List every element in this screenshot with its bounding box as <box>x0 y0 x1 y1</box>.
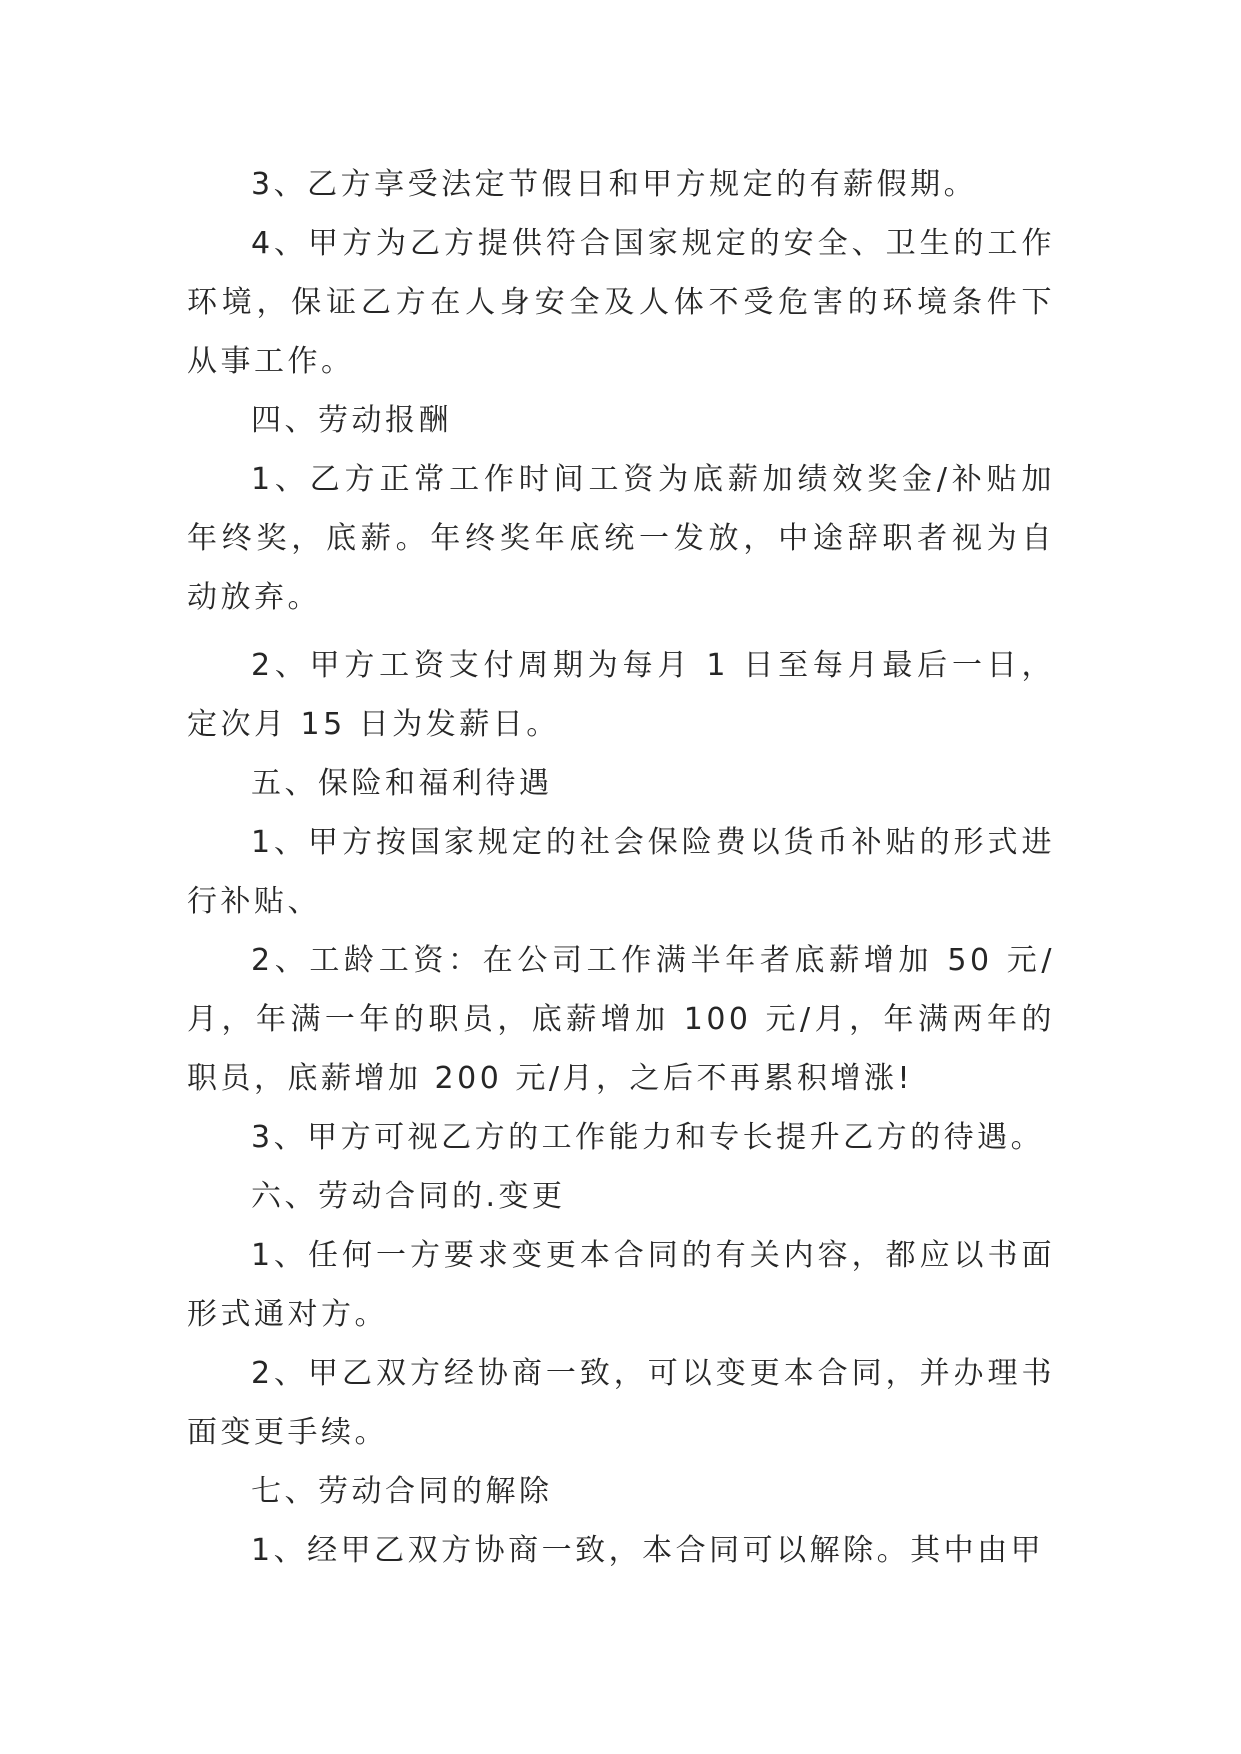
clause-1-termination: 1、经甲乙双方协商一致，本合同可以解除。其中由甲 <box>251 1533 1045 1568</box>
clause-2-pay-cycle: 2、甲方工资支付周期为每月 1 日至每月最后一日，定次月 15 日为发薪日。 <box>187 648 1055 742</box>
section-heading-contract-change: 六、劳动合同的.变更 <box>251 1179 566 1214</box>
clause-3-promotion: 3、甲方可视乙方的工作能力和专长提升乙方的待遇。 <box>251 1120 1045 1155</box>
contract-body <box>187 155 1055 1580</box>
clause-4-work-environment: 4、甲方为乙方提供符合国家规定的安全、卫生的工作环境，保证乙方在人身安全及人体不受危害的环境条件下从事工作。 <box>187 226 1055 379</box>
clause-1-social-insurance: 1、甲方按国家规定的社会保险费以货币补贴的形式进行补贴、 <box>187 825 1055 919</box>
section-heading-insurance-benefits: 五、保险和福利待遇 <box>251 766 553 801</box>
clause-2-seniority-pay: 2、工龄工资：在公司工作满半年者底薪增加 50 元/月，年满一年的职员，底薪增加 100 元/月，年满两年的职员，底薪增加 200 元/月，之后不再累积增涨! <box>187 943 1055 1096</box>
clause-2-change-agreement: 2、甲乙双方经协商一致，可以变更本合同，并办理书面变更手续。 <box>187 1356 1055 1450</box>
clause-1-salary: 1、乙方正常工作时间工资为底薪加绩效奖金/补贴加年终奖，底薪。年终奖年底统一发放，中途辞职者视为自动放弃。 <box>187 462 1055 615</box>
clause-3-paid-holidays: 3、乙方享受法定节假日和甲方规定的有薪假期。 <box>251 167 978 202</box>
section-heading-remuneration: 四、劳动报酬 <box>251 403 452 438</box>
clause-1-change-request: 1、任何一方要求变更本合同的有关内容，都应以书面形式通对方。 <box>187 1238 1055 1332</box>
section-heading-contract-termination: 七、劳动合同的解除 <box>251 1474 553 1509</box>
